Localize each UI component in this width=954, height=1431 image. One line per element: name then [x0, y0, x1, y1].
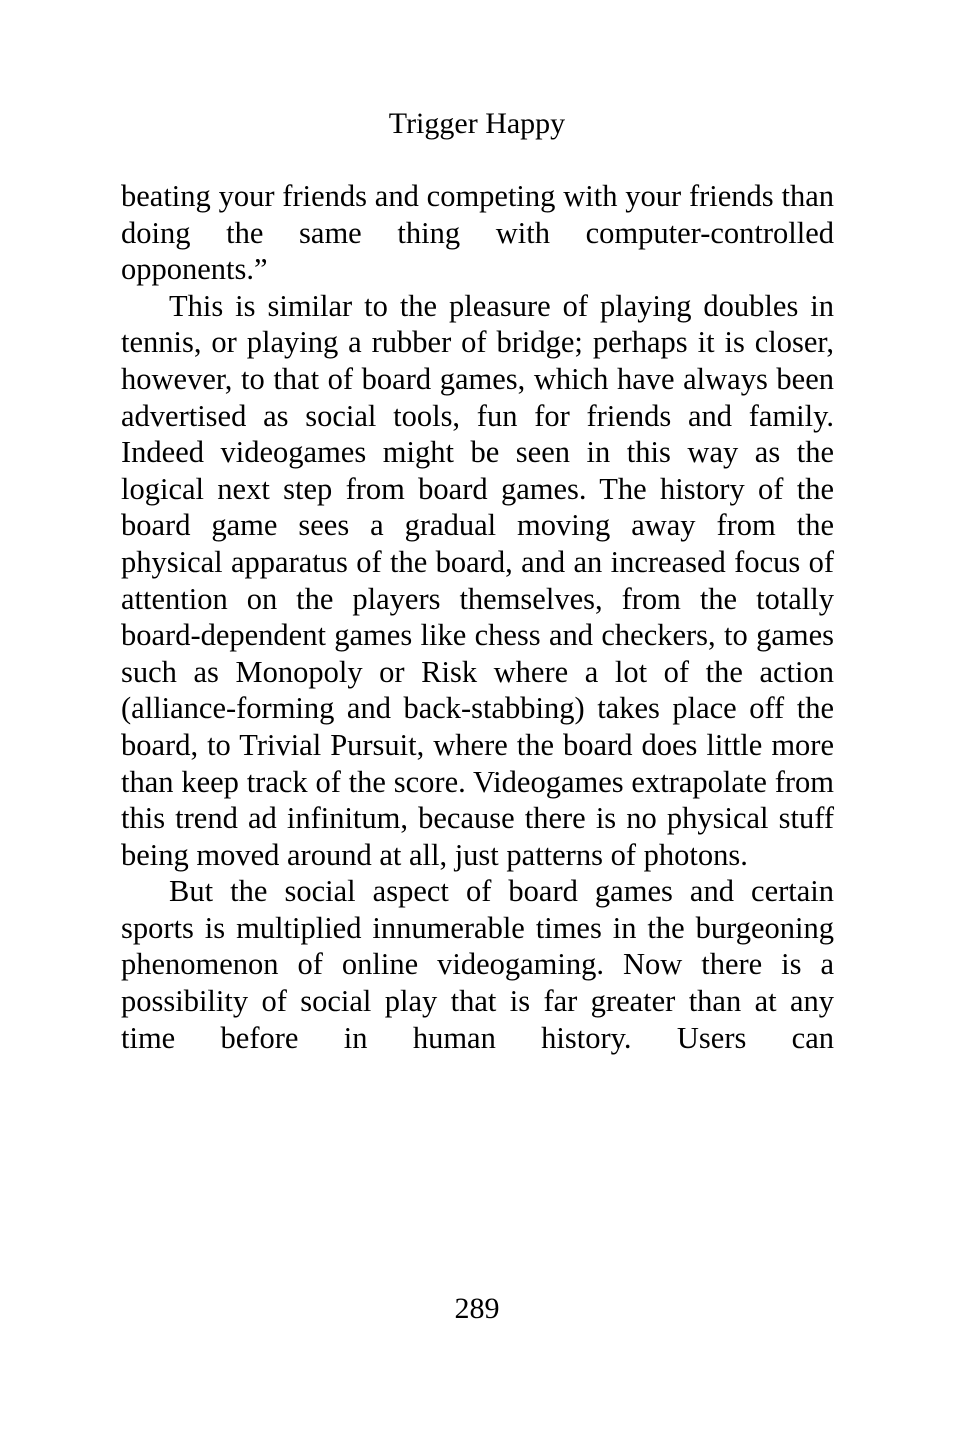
page-number: 289: [454, 1292, 500, 1325]
paragraph-online-gaming: But the social aspect of board games and certain sports is multiplied innumerable times in the burgeoning phenomenon of online videogaming. Now there is a possibility of social play that is far greater than at any time before in human history. Users can: [121, 874, 834, 1055]
body-text: [121, 178, 834, 1056]
running-header: Trigger Happy: [388, 107, 566, 140]
paragraph-board-games: This is similar to the pleasure of playing doubles in tennis, or playing a rubber of bridge; perhaps it is closer, however, to that of board games, which have always been advertised as social tools, fun for friends and family. Indeed videogames might be seen in this way as the logical next step from board games. The history of the board game sees a gradual moving away from the physical apparatus of the board, and an increased focus of attention on the players themselves, from the totally board-dependent games like chess and checkers, to games such as Monopoly or Risk where a lot of the action (alliance-forming and back-stabbing) takes place off the board, to Trivial Pursuit, where the board does little more than keep track of the score. Videogames extrapolate from this trend ad infinitum, because there is no physical stuff being moved around at all, just patterns of photons.: [121, 288, 834, 872]
paragraph-continuation: beating your friends and competing with your friends than doing the same thing with computer-controlled opponents.”: [121, 179, 834, 287]
